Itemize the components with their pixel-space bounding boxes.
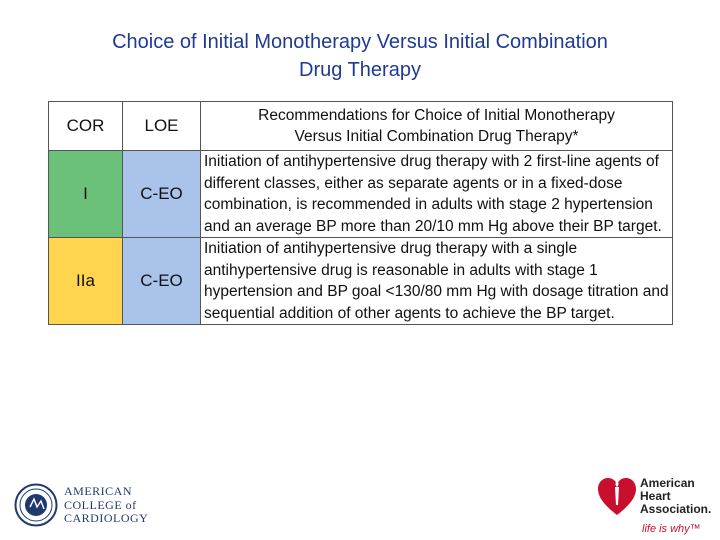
acc-logo [14,483,184,529]
loe-cell: C-EO [123,151,201,238]
page-title [0,28,720,84]
acc-seal-icon [14,483,58,527]
page-title-line2: Drug Therapy [299,59,421,81]
table-row [49,151,673,238]
recommendations-table [48,101,673,325]
acc-line3: CARDIOLOGY [64,511,149,525]
heart-torch-icon [596,475,638,519]
header-loe: LOE [123,102,201,151]
acc-line1: AMERICAN [64,484,133,498]
header-recommendation [201,102,673,151]
recommendation-text: Initiation of antihypertensive drug therapy with 2 first-line agents of different classes, either as separate agents or in a fixed-dose combination, is recommended in adults with stage 2 hypertension and an average BP more than 20/10 mm Hg above their BP target. [201,151,673,238]
header-recommendation-line1: Recommendations for Choice of Initial Monotherapy [258,107,615,124]
aha-tagline: life is why™ [642,523,701,535]
acc-wordmark [64,485,194,526]
header-recommendation-line2: Versus Initial Combination Drug Therapy* [294,128,579,145]
cor-cell: I [49,151,123,238]
header-cor: COR [49,102,123,151]
aha-logo [596,475,716,537]
aha-line2: Heart [640,489,671,503]
recommendation-text: Initiation of antihypertensive drug therapy with a single antihypertensive drug is reasonable in adults with stage 1 hypertension and BP goal <130/80 mm Hg with dosage titration and sequential addition of other agents to achieve the BP target. [201,238,673,325]
cor-cell: IIa [49,238,123,325]
acc-line2: COLLEGE of [64,497,137,512]
table-row [49,238,673,325]
loe-cell: C-EO [123,238,201,325]
aha-wordmark [640,477,716,516]
page-title-line1: Choice of Initial Monotherapy Versus Initial Combination [112,31,608,53]
aha-line1: American [640,476,695,490]
aha-line3: Association. [640,502,712,516]
table-header-row [49,102,673,151]
